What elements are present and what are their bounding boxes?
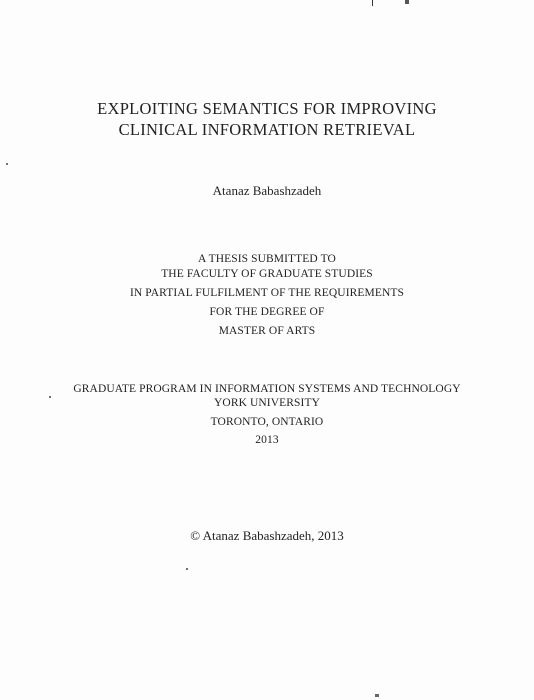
program-name: GRADUATE PROGRAM IN INFORMATION SYSTEMS AND TECHNOLOGY	[73, 383, 461, 395]
submission-line-4: FOR THE DEGREE OF	[209, 306, 325, 318]
thesis-title-line-1: EXPLOITING SEMANTICS FOR IMPROVING	[97, 99, 437, 118]
submission-line-5: MASTER OF ARTS	[218, 325, 316, 337]
year: 2013	[255, 434, 279, 446]
scan-mark-top	[372, 0, 373, 6]
scan-speck	[186, 568, 188, 570]
university-name: YORK UNIVERSITY	[214, 397, 320, 409]
scan-mark-bottom	[375, 694, 379, 697]
copyright-notice: © Atanaz Babashzadeh, 2013	[190, 528, 344, 543]
submission-line-3: IN PARTIAL FULFILMENT OF THE REQUIREMENTS	[130, 287, 404, 299]
scan-mark-top-right	[405, 0, 409, 4]
author-name: Atanaz Babashzadeh	[212, 183, 322, 198]
scan-speck	[6, 163, 8, 165]
location: TORONTO, ONTARIO	[210, 416, 324, 428]
thesis-title-line-2: CLINICAL INFORMATION RETRIEVAL	[118, 120, 416, 139]
submission-line-2: THE FACULTY OF GRADUATE STUDIES	[161, 268, 373, 280]
submission-line-1: A THESIS SUBMITTED TO	[198, 253, 336, 265]
